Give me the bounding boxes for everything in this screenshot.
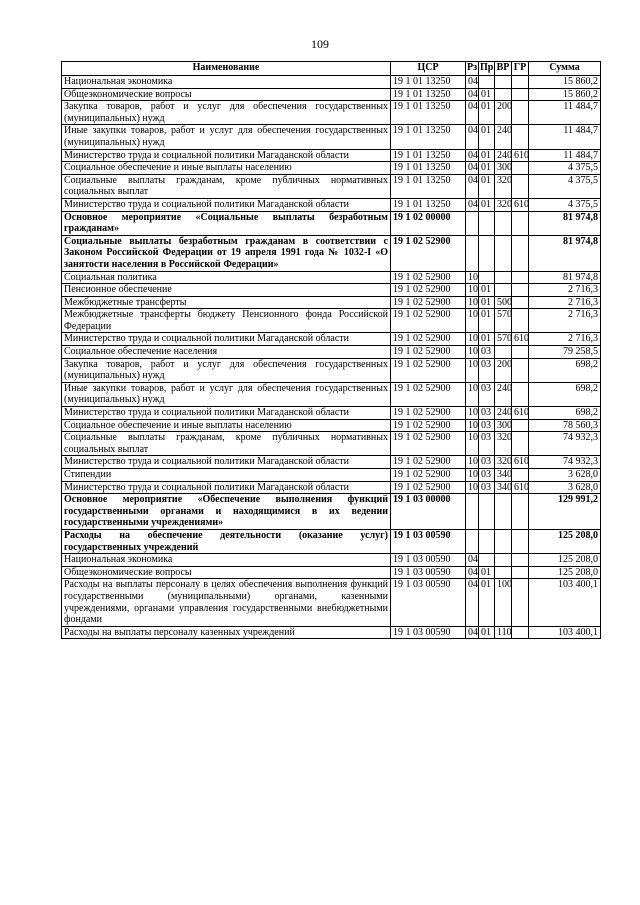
row-csr-code: 19 1 03 00590: [391, 566, 466, 579]
row-pr-code: 01: [479, 626, 495, 639]
row-csr-code: 19 1 02 00000: [391, 211, 466, 235]
row-pr-code: [479, 494, 495, 530]
row-vr-code: 300: [495, 419, 512, 432]
row-sum: 78 560,3: [529, 419, 601, 432]
row-csr-code: 19 1 03 00590: [391, 554, 466, 567]
row-sum: 15 860,2: [529, 88, 601, 101]
row-sum: 3 628,0: [529, 469, 601, 482]
row-gr-code: [512, 88, 529, 101]
row-rz-code: 10: [466, 296, 479, 309]
row-csr-code: 19 1 02 52900: [391, 296, 466, 309]
row-vr-code: [495, 88, 512, 101]
row-gr-code: [512, 554, 529, 567]
row-pr-code: 01: [479, 333, 495, 346]
row-rz-code: 10: [466, 346, 479, 359]
table-row: [62, 554, 601, 567]
row-sum: 15 860,2: [529, 76, 601, 89]
table-row: [62, 469, 601, 482]
row-name: Социальное обеспечение и иные выплаты населению: [62, 162, 391, 175]
table-row: [62, 284, 601, 297]
row-sum: 698,2: [529, 407, 601, 420]
row-rz-code: [466, 529, 479, 553]
row-rz-code: 10: [466, 271, 479, 284]
row-sum: 74 932,3: [529, 456, 601, 469]
row-rz-code: 10: [466, 469, 479, 482]
row-csr-code: 19 1 02 52900: [391, 481, 466, 494]
row-sum: 11 484,7: [529, 149, 601, 162]
row-vr-code: 300: [495, 162, 512, 175]
row-rz-code: 04: [466, 101, 479, 125]
row-rz-code: 04: [466, 174, 479, 198]
table-row: [62, 626, 601, 639]
row-csr-code: 19 1 03 00590: [391, 579, 466, 626]
row-vr-code: 340: [495, 469, 512, 482]
row-gr-code: 610: [512, 481, 529, 494]
header-sum: Сумма: [529, 62, 601, 76]
table-row: [62, 358, 601, 382]
row-rz-code: 10: [466, 382, 479, 406]
row-gr-code: 610: [512, 149, 529, 162]
row-sum: 2 716,3: [529, 284, 601, 297]
row-gr-code: [512, 235, 529, 271]
table-row: [62, 432, 601, 456]
row-pr-code: 03: [479, 407, 495, 420]
row-sum: 125 208,0: [529, 554, 601, 567]
row-gr-code: [512, 494, 529, 530]
row-pr-code: 01: [479, 566, 495, 579]
row-name: Социальные выплаты безработным гражданам в соответствии с Законом Российской Федерации от 19 апреля 1991 года № 1032-I «О занятости населения в Российской Федерации»: [62, 235, 391, 271]
row-pr-code: 03: [479, 382, 495, 406]
row-vr-code: 200: [495, 101, 512, 125]
row-name: Закупка товаров, работ и услуг для обеспечения государственных (муниципальных) нужд: [62, 101, 391, 125]
row-vr-code: 200: [495, 358, 512, 382]
header-name: Наименование: [62, 62, 391, 76]
table-row: [62, 529, 601, 553]
row-csr-code: 19 1 02 52900: [391, 419, 466, 432]
row-rz-code: 04: [466, 566, 479, 579]
row-vr-code: [495, 554, 512, 567]
row-sum: 4 375,5: [529, 162, 601, 175]
row-gr-code: [512, 296, 529, 309]
row-sum: 698,2: [529, 358, 601, 382]
row-sum: 11 484,7: [529, 101, 601, 125]
table-row: [62, 419, 601, 432]
row-pr-code: [479, 211, 495, 235]
row-rz-code: 04: [466, 149, 479, 162]
row-name: Основное мероприятие «Обеспечение выполнения функций государственными органами и находящимися в их ведении государственными учреждениями»: [62, 494, 391, 530]
row-gr-code: 610: [512, 456, 529, 469]
row-rz-code: 10: [466, 456, 479, 469]
row-vr-code: [495, 76, 512, 89]
table-row: [62, 333, 601, 346]
row-sum: 2 716,3: [529, 296, 601, 309]
row-gr-code: [512, 419, 529, 432]
row-csr-code: 19 1 02 52900: [391, 469, 466, 482]
row-pr-code: [479, 76, 495, 89]
row-vr-code: [495, 284, 512, 297]
row-rz-code: 04: [466, 579, 479, 626]
row-rz-code: 04: [466, 76, 479, 89]
row-sum: 4 375,5: [529, 198, 601, 211]
row-name: Социальные выплаты гражданам, кроме публичных нормативных социальных выплат: [62, 432, 391, 456]
row-rz-code: [466, 235, 479, 271]
table-row: [62, 494, 601, 530]
row-rz-code: 04: [466, 88, 479, 101]
row-sum: 81 974,8: [529, 235, 601, 271]
row-vr-code: [495, 566, 512, 579]
row-csr-code: 19 1 01 13250: [391, 101, 466, 125]
row-gr-code: [512, 162, 529, 175]
row-rz-code: 10: [466, 419, 479, 432]
row-rz-code: 04: [466, 198, 479, 211]
row-pr-code: 01: [479, 88, 495, 101]
table-row: [62, 211, 601, 235]
row-pr-code: 01: [479, 174, 495, 198]
row-name: Иные закупки товаров, работ и услуг для обеспечения государственных (муниципальных) нужд: [62, 125, 391, 149]
row-vr-code: 100: [495, 579, 512, 626]
table-row: [62, 174, 601, 198]
row-vr-code: 240: [495, 407, 512, 420]
table-row: [62, 235, 601, 271]
row-rz-code: 10: [466, 309, 479, 333]
row-vr-code: [495, 271, 512, 284]
row-sum: 103 400,1: [529, 579, 601, 626]
table-row: [62, 101, 601, 125]
table-row: [62, 149, 601, 162]
row-name: Общеэкономические вопросы: [62, 88, 391, 101]
row-gr-code: [512, 358, 529, 382]
row-csr-code: 19 1 02 52900: [391, 456, 466, 469]
row-sum: 3 628,0: [529, 481, 601, 494]
row-gr-code: [512, 211, 529, 235]
row-pr-code: 01: [479, 198, 495, 211]
row-pr-code: [479, 235, 495, 271]
row-name: Министерство труда и социальной политики Магаданской области: [62, 149, 391, 162]
row-rz-code: 04: [466, 125, 479, 149]
header-vr: ВР: [495, 62, 512, 76]
row-rz-code: 10: [466, 407, 479, 420]
table-row: [62, 271, 601, 284]
row-csr-code: 19 1 01 13250: [391, 198, 466, 211]
row-rz-code: 10: [466, 432, 479, 456]
row-vr-code: 320: [495, 456, 512, 469]
row-pr-code: 03: [479, 481, 495, 494]
row-vr-code: [495, 346, 512, 359]
page-number: 109: [311, 37, 329, 51]
row-vr-code: [495, 211, 512, 235]
row-gr-code: [512, 469, 529, 482]
row-name: Иные закупки товаров, работ и услуг для обеспечения государственных (муниципальных) нужд: [62, 382, 391, 406]
row-vr-code: 320: [495, 432, 512, 456]
row-rz-code: 10: [466, 358, 479, 382]
row-pr-code: 01: [479, 309, 495, 333]
row-name: Расходы на выплаты персоналу казенных учреждений: [62, 626, 391, 639]
row-rz-code: 10: [466, 284, 479, 297]
row-csr-code: 19 1 03 00000: [391, 494, 466, 530]
row-vr-code: [495, 235, 512, 271]
row-csr-code: 19 1 02 52900: [391, 284, 466, 297]
row-sum: 81 974,8: [529, 211, 601, 235]
row-csr-code: 19 1 02 52900: [391, 346, 466, 359]
table-row: [62, 125, 601, 149]
row-sum: 125 208,0: [529, 566, 601, 579]
row-name: Межбюджетные трансферты бюджету Пенсионного фонда Российской Федерации: [62, 309, 391, 333]
row-name: Расходы на выплаты персоналу в целях обеспечения выполнения функций государственными (муниципальными) органами, казенными учреждениями, органами управления государственными внебюджетными фондами: [62, 579, 391, 626]
row-rz-code: 10: [466, 481, 479, 494]
table-row: [62, 566, 601, 579]
row-name: Социальное обеспечение и иные выплаты населению: [62, 419, 391, 432]
header-pr: Пр: [479, 62, 495, 76]
row-csr-code: 19 1 02 52900: [391, 432, 466, 456]
table-row: [62, 407, 601, 420]
row-vr-code: 570: [495, 333, 512, 346]
row-rz-code: [466, 494, 479, 530]
row-sum: 129 991,2: [529, 494, 601, 530]
row-sum: 79 258,5: [529, 346, 601, 359]
table-row: [62, 76, 601, 89]
row-vr-code: 340: [495, 481, 512, 494]
row-gr-code: [512, 529, 529, 553]
row-sum: 2 716,3: [529, 333, 601, 346]
row-gr-code: [512, 76, 529, 89]
row-csr-code: 19 1 01 13250: [391, 149, 466, 162]
row-gr-code: 610: [512, 333, 529, 346]
row-sum: 4 375,5: [529, 174, 601, 198]
row-rz-code: 10: [466, 333, 479, 346]
row-csr-code: 19 1 02 52900: [391, 309, 466, 333]
row-sum: 103 400,1: [529, 626, 601, 639]
row-vr-code: 240: [495, 382, 512, 406]
row-csr-code: 19 1 01 13250: [391, 88, 466, 101]
row-csr-code: 19 1 01 13250: [391, 162, 466, 175]
row-pr-code: 01: [479, 296, 495, 309]
row-csr-code: 19 1 01 13250: [391, 125, 466, 149]
row-rz-code: 04: [466, 554, 479, 567]
table-row: [62, 346, 601, 359]
row-name: Национальная экономика: [62, 554, 391, 567]
row-name: Национальная экономика: [62, 76, 391, 89]
row-pr-code: [479, 529, 495, 553]
table-row: [62, 309, 601, 333]
row-csr-code: 19 1 01 13250: [391, 174, 466, 198]
row-name: Закупка товаров, работ и услуг для обеспечения государственных (муниципальных) нужд: [62, 358, 391, 382]
row-name: Стипендии: [62, 469, 391, 482]
row-name: Министерство труда и социальной политики Магаданской области: [62, 407, 391, 420]
row-name: Социальные выплаты гражданам, кроме публичных нормативных социальных выплат: [62, 174, 391, 198]
row-rz-code: 04: [466, 162, 479, 175]
row-csr-code: 19 1 02 52900: [391, 382, 466, 406]
row-gr-code: [512, 626, 529, 639]
row-pr-code: 03: [479, 346, 495, 359]
row-sum: 81 974,8: [529, 271, 601, 284]
row-pr-code: [479, 271, 495, 284]
row-name: Социальная политика: [62, 271, 391, 284]
row-csr-code: 19 1 02 52900: [391, 333, 466, 346]
row-csr-code: 19 1 03 00590: [391, 626, 466, 639]
row-name: Социальное обеспечение населения: [62, 346, 391, 359]
row-sum: 2 716,3: [529, 309, 601, 333]
row-pr-code: 01: [479, 162, 495, 175]
table-row: [62, 88, 601, 101]
budget-table: [61, 61, 601, 639]
table-row: [62, 162, 601, 175]
table-row: [62, 382, 601, 406]
header-csr: ЦСР: [391, 62, 466, 76]
row-vr-code: 240: [495, 149, 512, 162]
row-name: Расходы на обеспечение деятельности (оказание услуг) государственных учреждений: [62, 529, 391, 553]
row-gr-code: 610: [512, 198, 529, 211]
row-pr-code: [479, 554, 495, 567]
row-gr-code: [512, 101, 529, 125]
row-name: Министерство труда и социальной политики Магаданской области: [62, 456, 391, 469]
row-gr-code: [512, 309, 529, 333]
row-pr-code: 03: [479, 456, 495, 469]
row-sum: 74 932,3: [529, 432, 601, 456]
row-vr-code: 500: [495, 296, 512, 309]
row-csr-code: 19 1 02 52900: [391, 271, 466, 284]
table-row: [62, 296, 601, 309]
row-vr-code: 240: [495, 125, 512, 149]
row-name: Основное мероприятие «Социальные выплаты безработным гражданам»: [62, 211, 391, 235]
row-pr-code: 03: [479, 419, 495, 432]
row-name: Министерство труда и социальной политики Магаданской области: [62, 333, 391, 346]
row-pr-code: 01: [479, 101, 495, 125]
row-pr-code: 01: [479, 284, 495, 297]
row-pr-code: 03: [479, 432, 495, 456]
row-gr-code: [512, 566, 529, 579]
row-gr-code: [512, 382, 529, 406]
row-sum: 11 484,7: [529, 125, 601, 149]
row-vr-code: [495, 494, 512, 530]
row-sum: 698,2: [529, 382, 601, 406]
table-row: [62, 481, 601, 494]
row-pr-code: 03: [479, 358, 495, 382]
row-gr-code: [512, 125, 529, 149]
row-name: Пенсионное обеспечение: [62, 284, 391, 297]
row-vr-code: 110: [495, 626, 512, 639]
table-row: [62, 456, 601, 469]
row-rz-code: 04: [466, 626, 479, 639]
row-vr-code: [495, 529, 512, 553]
table-row: [62, 579, 601, 626]
row-rz-code: [466, 211, 479, 235]
row-csr-code: 19 1 01 13250: [391, 76, 466, 89]
row-gr-code: 610: [512, 407, 529, 420]
row-gr-code: [512, 174, 529, 198]
row-name: Министерство труда и социальной политики Магаданской области: [62, 481, 391, 494]
row-csr-code: 19 1 02 52900: [391, 407, 466, 420]
header-gr: ГР: [512, 62, 529, 76]
row-vr-code: 320: [495, 174, 512, 198]
row-vr-code: 320: [495, 198, 512, 211]
row-csr-code: 19 1 02 52900: [391, 235, 466, 271]
row-gr-code: [512, 284, 529, 297]
row-gr-code: [512, 271, 529, 284]
row-sum: 125 208,0: [529, 529, 601, 553]
table-row: [62, 198, 601, 211]
header-rz: Рз: [466, 62, 479, 76]
row-csr-code: 19 1 03 00590: [391, 529, 466, 553]
row-pr-code: 01: [479, 149, 495, 162]
row-name: Общеэкономические вопросы: [62, 566, 391, 579]
row-gr-code: [512, 579, 529, 626]
row-gr-code: [512, 346, 529, 359]
row-name: Межбюджетные трансферты: [62, 296, 391, 309]
row-vr-code: 570: [495, 309, 512, 333]
row-pr-code: 01: [479, 579, 495, 626]
row-csr-code: 19 1 02 52900: [391, 358, 466, 382]
row-gr-code: [512, 432, 529, 456]
row-pr-code: 03: [479, 469, 495, 482]
row-name: Министерство труда и социальной политики Магаданской области: [62, 198, 391, 211]
row-pr-code: 01: [479, 125, 495, 149]
table-header-row: [62, 62, 601, 76]
